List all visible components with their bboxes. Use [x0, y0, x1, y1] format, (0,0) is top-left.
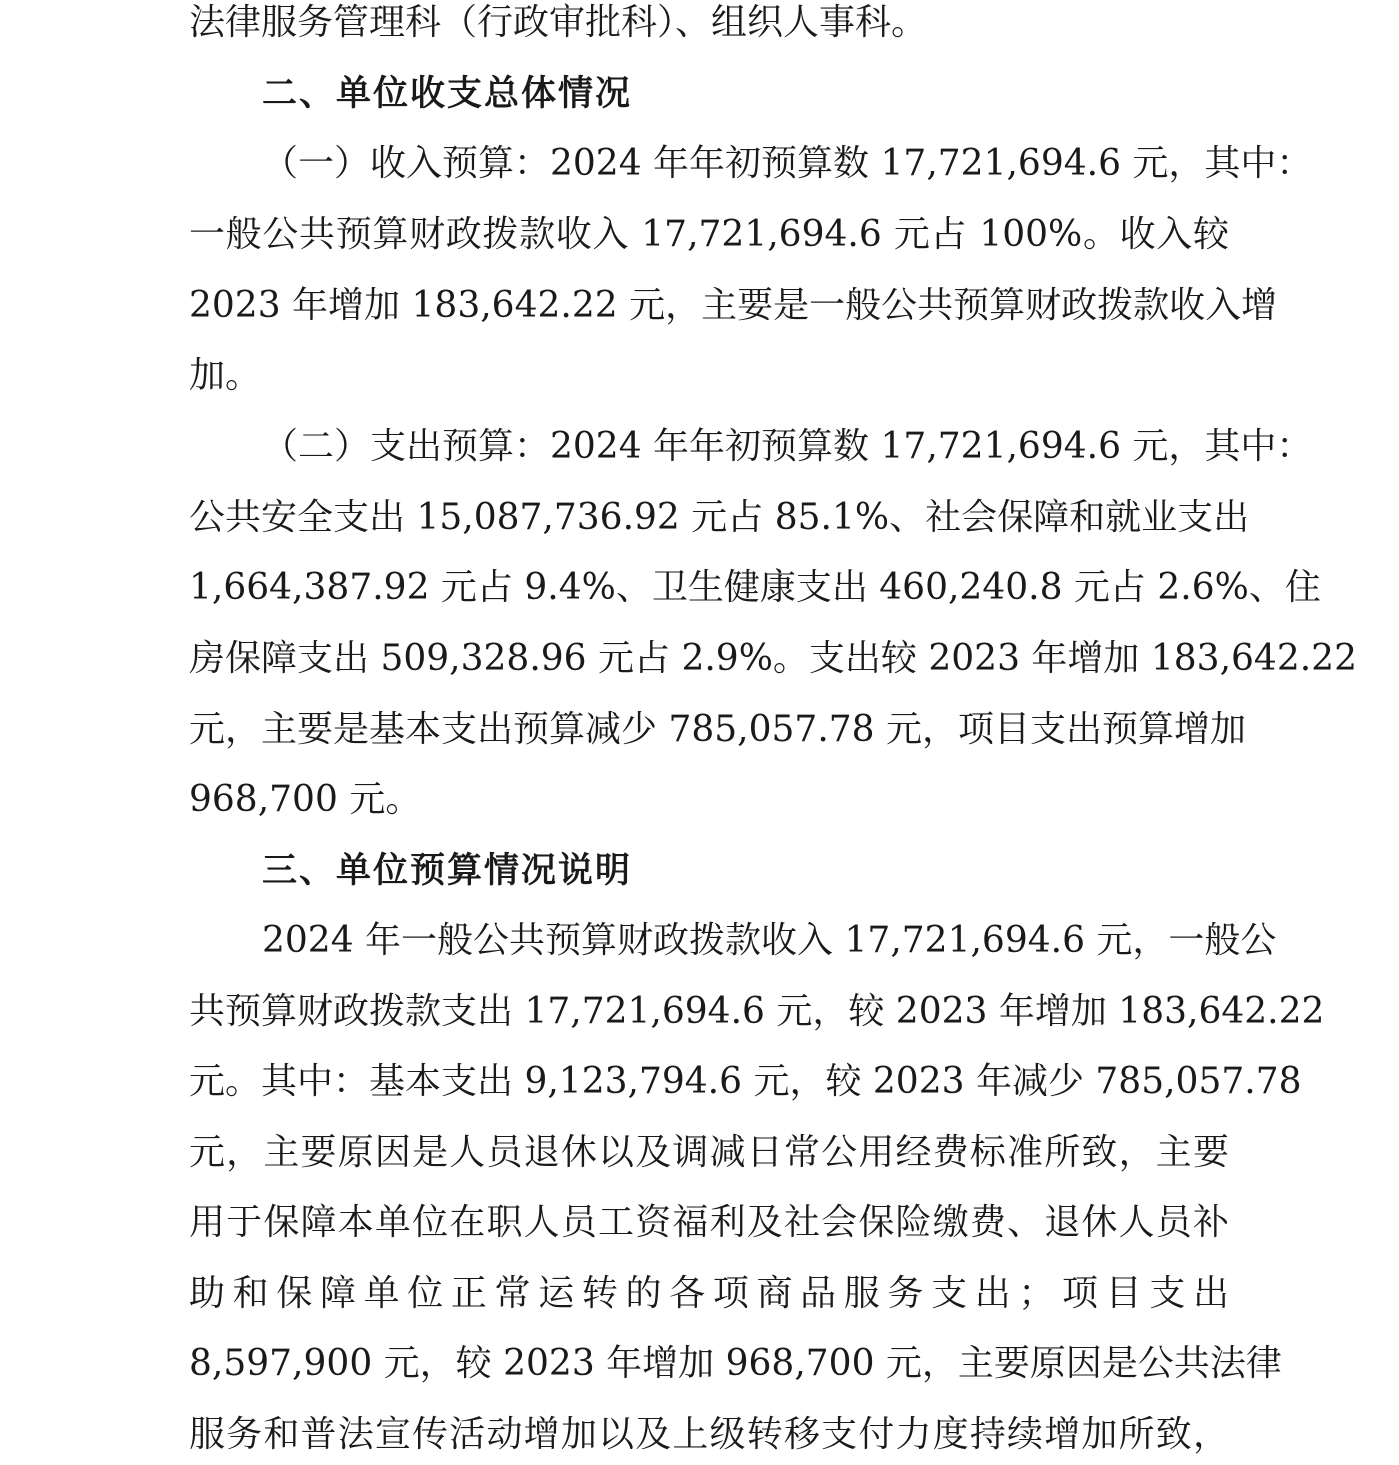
text-line: 加。: [189, 355, 262, 396]
text-line: 8,597,900 元，较 2023 年增加 968,700 元，主要原因是公共法律: [189, 1343, 1282, 1384]
text-line: 元。其中：基本支出 9,123,794.6 元，较 2023 年减少 785,057.78: [189, 1061, 1302, 1102]
text-line: 法律服务管理科（行政审批科）、组织人事科。: [189, 2, 928, 43]
text-line: （一）收入预算：2024 年年初预算数 17,721,694.6 元，其中：: [262, 143, 1313, 184]
text-line: 服务和普法宣传活动增加以及上级转移支付力度持续增加所致，: [189, 1414, 1229, 1455]
text-line: 元，主要是基本支出预算减少 785,057.78 元，项目支出预算增加: [189, 709, 1247, 750]
text-line: 助和保障单位正常运转的各项商品服务支出；项目支出: [189, 1273, 1229, 1314]
text-line: 968,700 元。: [189, 779, 422, 820]
text-line: （二）支出预算：2024 年年初预算数 17,721,694.6 元，其中：: [262, 426, 1313, 467]
text-line: 用于保障本单位在职人员工资福利及社会保险缴费、退休人员补: [189, 1202, 1229, 1243]
text-line: 房保障支出 509,328.96 元占 2.9%。支出较 2023 年增加 183,642.22: [189, 638, 1357, 679]
text-line: 共预算财政拨款支出 17,721,694.6 元，较 2023 年增加 183,642.22: [189, 991, 1325, 1032]
text-line: 元，主要原因是人员退休以及调减日常公用经费标准所致，主要: [189, 1132, 1229, 1173]
text-line: 2023 年增加 183,642.22 元，主要是一般公共预算财政拨款收入增: [189, 285, 1278, 326]
section-heading: 二、单位收支总体情况: [262, 74, 633, 114]
text-line: 公共安全支出 15,087,736.92 元占 85.1%、社会保障和就业支出: [189, 497, 1250, 538]
section-heading: 三、单位预算情况说明: [262, 851, 633, 891]
text-line: 1,664,387.92 元占 9.4%、卫生健康支出 460,240.8 元占 2.6%、住: [189, 567, 1321, 608]
text-line: 一般公共预算财政拨款收入 17,721,694.6 元占 100%。收入较: [189, 214, 1229, 255]
text-line: 2024 年一般公共预算财政拨款收入 17,721,694.6 元，一般公: [262, 920, 1277, 961]
